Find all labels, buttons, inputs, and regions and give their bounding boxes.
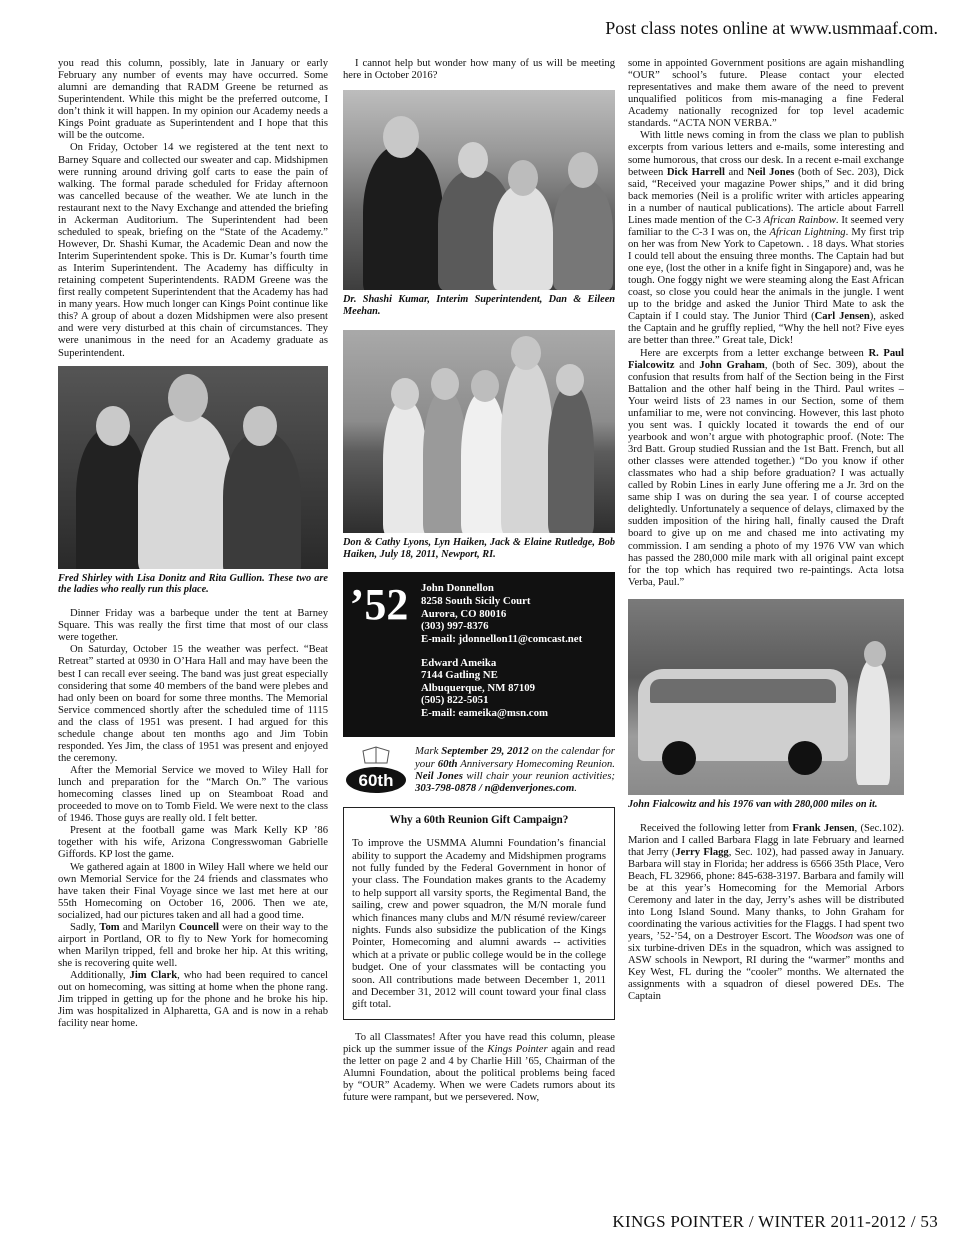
gift-campaign-box (343, 807, 615, 1019)
gift-campaign-body: To improve the USMMA Alumni Foundation’s financial ability to support the Academy and Midshipmen programs not fully funded by the Federal Government in honor of your class. The Foundation makes grants to the Academy to help support all varsity sports, the Regimental Band, the sailing, crew and power squadron, the M/N morale fund which finances many clubs and M/N résumé review/career nights. Funds also subsidize the publication of the Kings Pointer, Homecoming and alumni awards -- activities which at a private or public college would be in the college budget. One of your classmates will be contacting you soon. All contributions made between December 1, 2011 and December 31, 2012 will count toward your final class gift total. (352, 837, 606, 1011)
caption-shashi-kumar: Dr. Shashi Kumar, Interim Superintendent, Dan & Eileen Meehan. (343, 294, 615, 317)
reunion-promo-text: Mark September 29, 2012 on the calendar for your 60th Anniversary Homecoming Reunion. Neil Jones will chair your reunion activities; 303-798-0878 / n@denverjones.com. (415, 745, 615, 795)
badge-text: 60th (358, 771, 394, 791)
col3-para4: Received the following letter from Frank Jensen, (Sec.102). Marion and I called Barbara Flagg in late February and learned that Jerry (Jerry Flagg, Sec. 102), had passed away in January. Barbara will stay in Florida; her address is 6566 35th Place, Vero Beach, FL 32966, phone: 845-638-3197. Barbara and family will be at this year’s Homecoming for the Memorial Arbors Ceremony and later in the day, Jerry’s ashes will be distributed into Long Island Sound. Many thanks, to John Graham for coordinating the various activities for the Flaggs. I had spent two years, ’52-’54, on a Destroyer Escort. The Woodson was one of six turbine-driven DEs in the squadron, which was assigned to ASW schools in Newport, RI during the “warmer” months and Key West, FL during the “cooler” months. We alternated the assignments with a squadron of diesel powered DEs. The Captain (628, 822, 904, 1003)
class-contact-box (343, 572, 615, 737)
photo-newport-group (343, 330, 615, 533)
column-3 (628, 58, 904, 1186)
col1-para8: Sadly, Tom and Marilyn Councell were on their way to the airport in Portland, OR to fly to New York for homecoming when Marilyn tripped, fell and broke her hip. At this writing, she is recovering quite well. (58, 921, 328, 970)
column-2 (343, 58, 615, 1186)
col3-para1: some in appointed Government positions are again mishandling “OUR” school’s future. Please contact your elected representatives and make them aware of the need to prevent unqualified politicos from mis-managing a fine Federal Academy nationally recognized for top level academic standards. “ACTA NON VERBA.” (628, 58, 904, 130)
column-1 (58, 58, 328, 1186)
col3-para2: With little news coming in from the class we plan to publish excerpts from various letters and e-mails, some interesting and some humorous, that cross our desk. In a recent e-mail exchange between Dick Harrell and Neil Jones (both of Sec. 203), Dick said, “Received your magazine Power ships,” and it did bring back memories (Neil is a prolific writer with articles appearing in a number of nautical publications). The article about Farrell Lines made mention of the C-3 African Rainbow. It seemed very familiar to the C-3 I was on, the African Lightning. My first trip on her was from New York to Capetown. . 18 days. What stories I could tell about the ensuing three months. The Captain had but one eye, (lost the other in a knife fight in Singapore) and, was he tough. One foggy night we were steaming along the East African coast, so close you could hear the animals in the jungle. I went up to the bridge and asked the Junior Third Mate to ask the Captain if I could stay. The Junior Third (Carl Jensen), asked the Captain and he gruffly replied, “Why the hell not? Five eyes are better than three.” Great tale, Dick! (628, 130, 904, 347)
caption-newport-group: Don & Cathy Lyons, Lyn Haiken, Jack & Elaine Rutledge, Bob Haiken, July 18, 2011, Newport, RI. (343, 536, 615, 560)
photo-fred-shirley (58, 366, 328, 569)
col1-para4: On Saturday, October 15 the weather was perfect. “Beat Retreat” started at 0930 in O’Hara Hall and may have been the best I can recall ever seeing. The band was just great especially considering that some 40 members of the band were plebes and had only been on board for some three months. The Memorial Service commenced shortly after the scheduled time of 1115 and the class of 1951 was present. I had argued for this schedule change about ten months ago and Jim Tobin responded. Yes Jim, the class of 1951 was present and enjoyed the ceremony. (58, 644, 328, 764)
col1-para6: Present at the football game was Mark Kelly KP ’86 together with his wife, Arizona Congresswoman Gabrielle Giffords. KP lost the game. (58, 825, 328, 861)
col1-para3: Dinner Friday was a barbeque under the tent at Barney Square. This was really the first time that most of our class were together. (58, 608, 328, 644)
gift-campaign-title: Why a 60th Reunion Gift Campaign? (389, 814, 569, 827)
60th-anniversary-badge (343, 745, 409, 797)
col1-para5: After the Memorial Service we moved to Wiley Hall for lunch and preparation for the “March On.” The various homecoming classes lined up on Steamboat Road and proceeded to move on to Tomb Field. We were next to the class of 1946. Those guys are really old. I felt better. (58, 765, 328, 825)
col1-para2: On Friday, October 14 we registered at the tent next to Barney Square and collected our sweater and cap. Midshipmen were running around driving golf carts to ease the pain of walking. The formal parade scheduled for Friday afternoon was cancelled because of the weather. We ate lunch in the restaurant next to the Navy Exchange and attended the briefing in Ackerman Auditorium. The Superintendent had been scheduled to speak, briefing on the “State of the Academy.” However, Dr. Shashi Kumar, the Academic Dean and now the Interim Superintendent spoke. This is Dr. Kumar’s fourth time as Interim Superintendent. The Academy has difficulty in retaining competent Superintendents. RADM Greene was the first really competent Superintendent that the Academy has had in many years. How much longer can Kings Point continue like this? A group of about a dozen Midshipmen were also present and were very disturbed at this chain of circumstances. They were unanimous in the need for an Academy graduate as Superintendent. (58, 142, 328, 359)
contact-info: John Donnellon 8258 South Sicily Court Aurora, CO 80016 (303) 997-8376 E-mail: jdonnellon11@comcast.net Edward Ameika 7144 Gatling NE Albuquerque, NM 87109 (505) 822-5051 E-mail: eameika@msn.com (421, 582, 583, 720)
col1-para1: you read this column, possibly, late in January or early February any number of events may have occurred. Some alumni are demanding that RADM Greene be returned as Superintendent. While this might be the preferred outcome, I don’t think it will happen. In my opinion our Academy needs a Kings Point graduate as Superintendent and I hope that this will be the outcome. (58, 58, 328, 142)
header-note: Post class notes online at www.usmmaaf.com. (605, 18, 938, 38)
photo-shashi-kumar (343, 90, 615, 290)
caption-vw-van: John Fialcowitz and his 1976 van with 280,000 miles on it. (628, 798, 878, 810)
col1-para7: We gathered again at 1800 in Wiley Hall where we held our own Memorial Service for the 24 friends and classmates who have taken their Final Voyage since we last met here at our 55th Homecoming on October 16, 2006. Then we ate, socialized, had our pictures taken and all had a good time. (58, 861, 328, 921)
col3-para3: Here are excerpts from a letter exchange between R. Paul Fialcowitz and John Graham, (both of Sec. 309), about the confusion that results from half of the Section being in the First Battalion and the other half being in the Third. Paul writes – Your weird lists of 23 names in our Section, some of them unfamiliar to me, were not convincing. However, this last photo you sent was. I quickly located it towards the end of our yearbook and won’t argue with photographic proof. (Note: The 3rd Batt. Group studied Russian and the 1st Batt. French, but all other classes were attended together.) “Do you know if other classmates who had a ship before graduation? I was actually called by Robin Lines in early June offering me a Jr. 3rd on the same ship I was on during the sea year. I of course accepted delightedly. Unfortunately a sequence of delays, climaxed by the sudden imposition of the hiring hall, finally caused the Draft board to give up on me and chased me into activating my commission. I am sending a photo of my 1976 VW van which has passed the 280,000 mile mark with all original paint except for the top which has required two re-paintings. Acta lotsa Verba, Paul.” (628, 347, 904, 588)
reunion-promo (343, 745, 615, 797)
col2-para2: To all Classmates! After you have read this column, please pick up the summer issue of the Kings Pointer again and read the letter on page 2 and 4 by Charlie Hill ’65, Chairman of the Alumni Foundation, about the political problems being faced by “OUR” Academy. When we were Cadets rumors about its future were rampant, but we persevered. Now, (343, 1031, 615, 1104)
caption-fred-shirley: Fred Shirley with Lisa Donitz and Rita Gullion. These two are the ladies who really run this place. (58, 572, 328, 596)
col2-para1: I cannot help but wonder how many of us will be meeting here in October 2016? (343, 58, 615, 82)
footer-folio: KINGS POINTER / WINTER 2011-2012 / 53 (612, 1212, 938, 1231)
col1-para9: Additionally, Jim Clark, who had been required to cancel out on homecoming, was sitting at home when the phone rang. Jim tripped in getting up for the phone and he broke his hip. Jim was hospitalized in Alpharetta, GA and is now in a rehab facility near home. (58, 970, 328, 1030)
class-year: ’52 (349, 580, 409, 630)
photo-vw-van (628, 599, 904, 795)
